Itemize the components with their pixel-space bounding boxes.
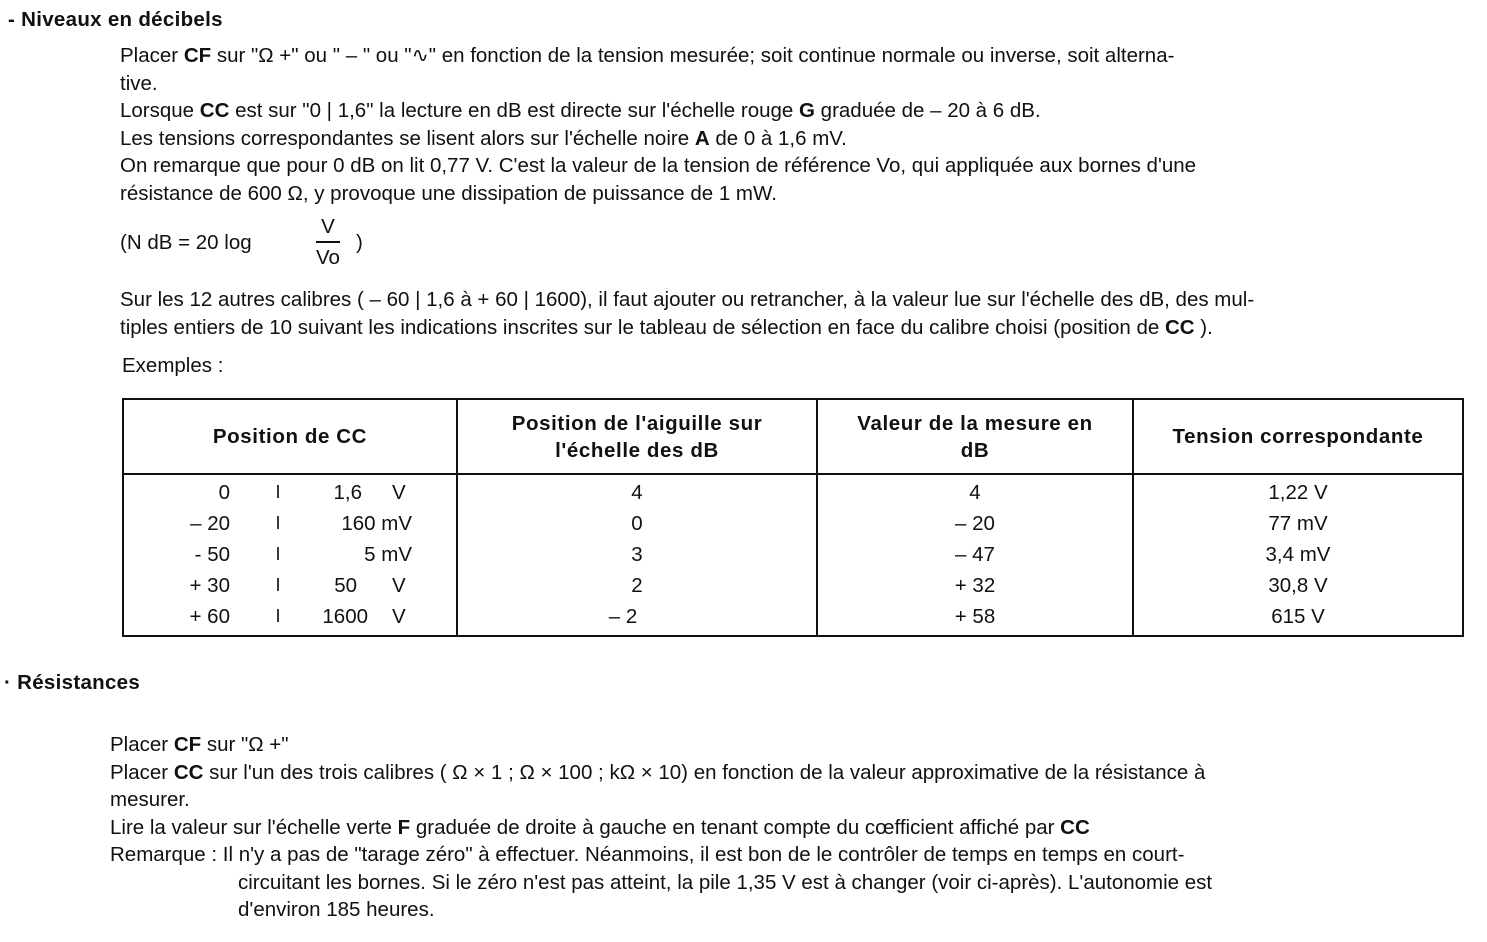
header-valeur-mesure: Valeur de la mesure en dB: [817, 399, 1133, 474]
text-line: On remarque que pour 0 dB on lit 0,77 V. C'est la valeur de la tension de référence Vo, qui appliquée aux bornes d'une: [120, 154, 1197, 177]
text-line: Lorsque CC est sur "0 | 1,6" la lecture en dB est directe sur l'échelle rouge G graduée de – 20 à 6 dB.: [120, 99, 1041, 122]
text-line: tive.: [120, 71, 158, 95]
table-row: [123, 474, 1463, 508]
cell-tension: 615 V: [1133, 601, 1463, 636]
table-row: [123, 539, 1463, 570]
formula-denominator: Vo: [316, 245, 340, 269]
cell-mesure: – 20: [817, 508, 1133, 539]
text-line: mesurer.: [110, 788, 190, 811]
text-line: Placer CC sur l'un des trois calibres ( Ω × 1 ; Ω × 100 ; kΩ × 10) en fonction de la valeur approximative de la résistance à: [110, 760, 1206, 784]
table-row: [123, 601, 1463, 636]
cell-position-cc: + 60 I 1600 V: [123, 601, 457, 636]
cell-aiguille: 2: [457, 570, 817, 601]
text-line: Placer CF sur "Ω +" ou " – " ou "∿" en fonction de la tension mesurée; soit continue normale ou inverse, soit alterna-: [120, 44, 1175, 67]
cell-mesure: 4: [817, 474, 1133, 508]
header-tension: Tension correspondante: [1133, 399, 1463, 474]
resistances-paragraph: [110, 731, 1212, 924]
cell-position-cc: - 50 I 5 mV: [123, 539, 457, 570]
remark-continuation: d'environ 185 heures.: [238, 898, 435, 921]
calibres-paragraph: [120, 286, 1254, 341]
remark-continuation: circuitant les bornes. Si le zéro n'est pas atteint, la pile 1,35 V est à changer (voir ci-après). L'autonomie est: [238, 870, 1213, 894]
text-line: Lire la valeur sur l'échelle verte F graduée de droite à gauche en tenant compte du cœfficient affiché par CC: [110, 815, 1090, 839]
table-row: [123, 508, 1463, 539]
table-header-row: [123, 399, 1463, 474]
intro-paragraph: [120, 42, 1470, 207]
examples-label: Exemples :: [122, 354, 224, 377]
cell-tension: 1,22 V: [1133, 474, 1463, 508]
text-line: Les tensions correspondantes se lisent alors sur l'échelle noire A de 0 à 1,6 mV.: [120, 126, 847, 150]
cell-position-cc: 0 I 1,6 V: [123, 474, 457, 508]
formula-lhs: (N dB = 20 log: [120, 231, 252, 254]
header-position-cc: Position de CC: [123, 399, 457, 474]
cell-mesure: – 47: [817, 539, 1133, 570]
formula-numerator: V: [321, 215, 335, 238]
cell-aiguille: 3: [457, 539, 817, 570]
text-line: Placer CF sur "Ω +": [110, 733, 289, 756]
table-row: [123, 570, 1463, 601]
fraction-bar: [316, 241, 340, 243]
cell-mesure: + 32: [817, 570, 1133, 601]
text-line: résistance de 600 Ω, y provoque une dissipation de puissance de 1 mW.: [120, 181, 777, 205]
examples-table: [122, 398, 1464, 637]
header-position-aiguille: Position de l'aiguille sur l'échelle des dB: [457, 399, 817, 474]
section-heading-niveaux: - Niveaux en décibels: [8, 8, 223, 31]
cell-position-cc: + 30 I 50 V: [123, 570, 457, 601]
cell-aiguille: 0: [457, 508, 817, 539]
text-line: tiples entiers de 10 suivant les indications inscrites sur le tableau de sélection en face du calibre choisi (position de CC ).: [120, 315, 1213, 339]
cell-position-cc: – 20 I 160 mV: [123, 508, 457, 539]
cell-tension: 3,4 mV: [1133, 539, 1463, 570]
section-heading-resistances: · Résistances: [4, 671, 141, 694]
cell-aiguille: 4: [457, 474, 817, 508]
cell-tension: 77 mV: [1133, 508, 1463, 539]
formula-rhs: ): [356, 231, 363, 254]
cell-tension: 30,8 V: [1133, 570, 1463, 601]
remark-line: Remarque : Il n'y a pas de "tarage zéro" à effectuer. Néanmoins, il est bon de le contrôler de temps en temps en court-: [110, 843, 1185, 866]
cell-mesure: + 58: [817, 601, 1133, 636]
text-line: Sur les 12 autres calibres ( – 60 | 1,6 à + 60 | 1600), il faut ajouter ou retrancher, à la valeur lue sur l'échelle des dB, des mul-: [120, 288, 1255, 311]
cell-aiguille: – 2: [457, 601, 817, 636]
formula-fraction: [306, 214, 350, 272]
